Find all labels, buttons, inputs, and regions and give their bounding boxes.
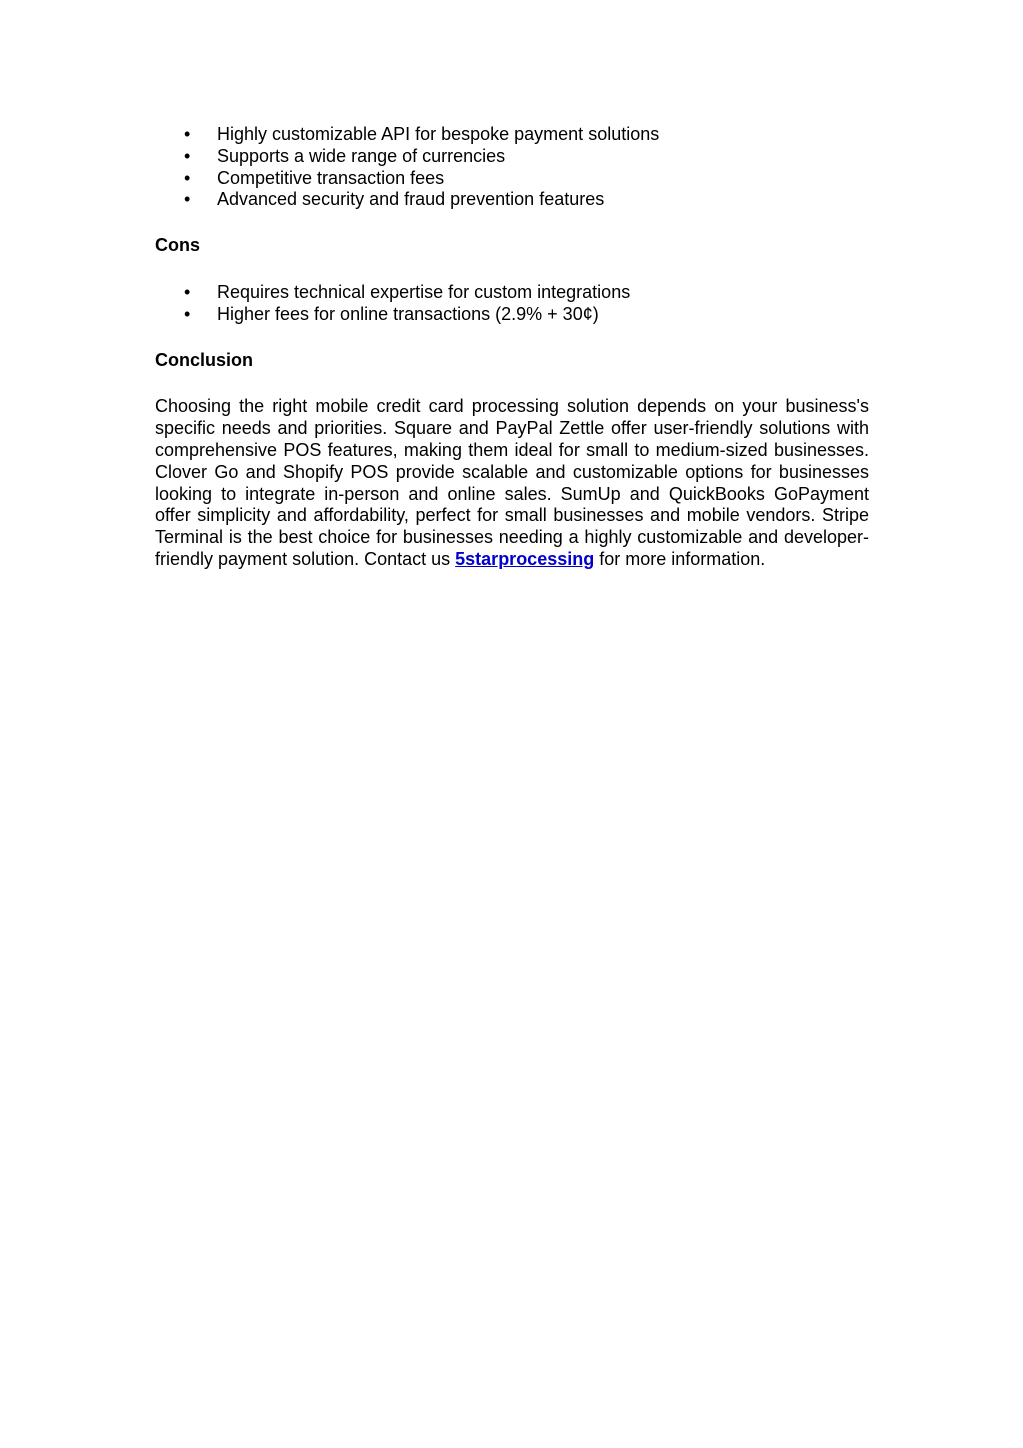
cons-list bbox=[155, 282, 869, 326]
list-item bbox=[155, 282, 869, 304]
list-item-text: Competitive transaction fees bbox=[217, 167, 445, 188]
bullet-icon: • bbox=[184, 124, 191, 144]
list-item bbox=[155, 189, 869, 211]
5starprocessing-link[interactable]: 5starprocessing bbox=[455, 548, 595, 569]
bullet-icon: • bbox=[184, 145, 191, 166]
list-item bbox=[155, 304, 869, 326]
list-item bbox=[155, 124, 869, 146]
bullet-icon: • bbox=[184, 303, 191, 324]
list-item-text: Advanced security and fraud prevention features bbox=[217, 189, 605, 210]
pros-list bbox=[155, 124, 869, 211]
list-item bbox=[155, 146, 869, 168]
list-item bbox=[155, 168, 869, 190]
conclusion-tail: for more information. bbox=[594, 548, 766, 569]
bullet-icon: • bbox=[184, 281, 191, 302]
list-item-text: Supports a wide range of currencies bbox=[217, 145, 506, 166]
conclusion-paragraph bbox=[155, 396, 869, 570]
conclusion-text: Choosing the right mobile credit card processing solution depends on your business's specific needs and priorities. Square and PayPal Zettle offer user-friendly solutions with comprehensive POS features, making them ideal for small to medium-sized businesses. Clover Go and Shopify POS provide scalable and customizable options for businesses looking to integrate in-person and online sales. SumUp and QuickBooks GoPayment offer simplicity and affordability, perfect for small businesses and mobile vendors. Stripe Terminal is the best choice for businesses needing a highly customizable and developer-friendly payment solution. Contact us bbox=[155, 396, 869, 569]
bullet-icon: • bbox=[184, 189, 191, 210]
conclusion-heading: Conclusion bbox=[155, 349, 253, 370]
document-page bbox=[155, 124, 869, 571]
bullet-icon: • bbox=[184, 167, 191, 188]
list-item-text: Higher fees for online transactions (2.9% + 30¢) bbox=[217, 303, 599, 324]
cons-heading: Cons bbox=[155, 235, 200, 256]
list-item-text: Requires technical expertise for custom integrations bbox=[217, 281, 631, 302]
list-item-text: Highly customizable API for bespoke payment solutions bbox=[217, 124, 660, 144]
